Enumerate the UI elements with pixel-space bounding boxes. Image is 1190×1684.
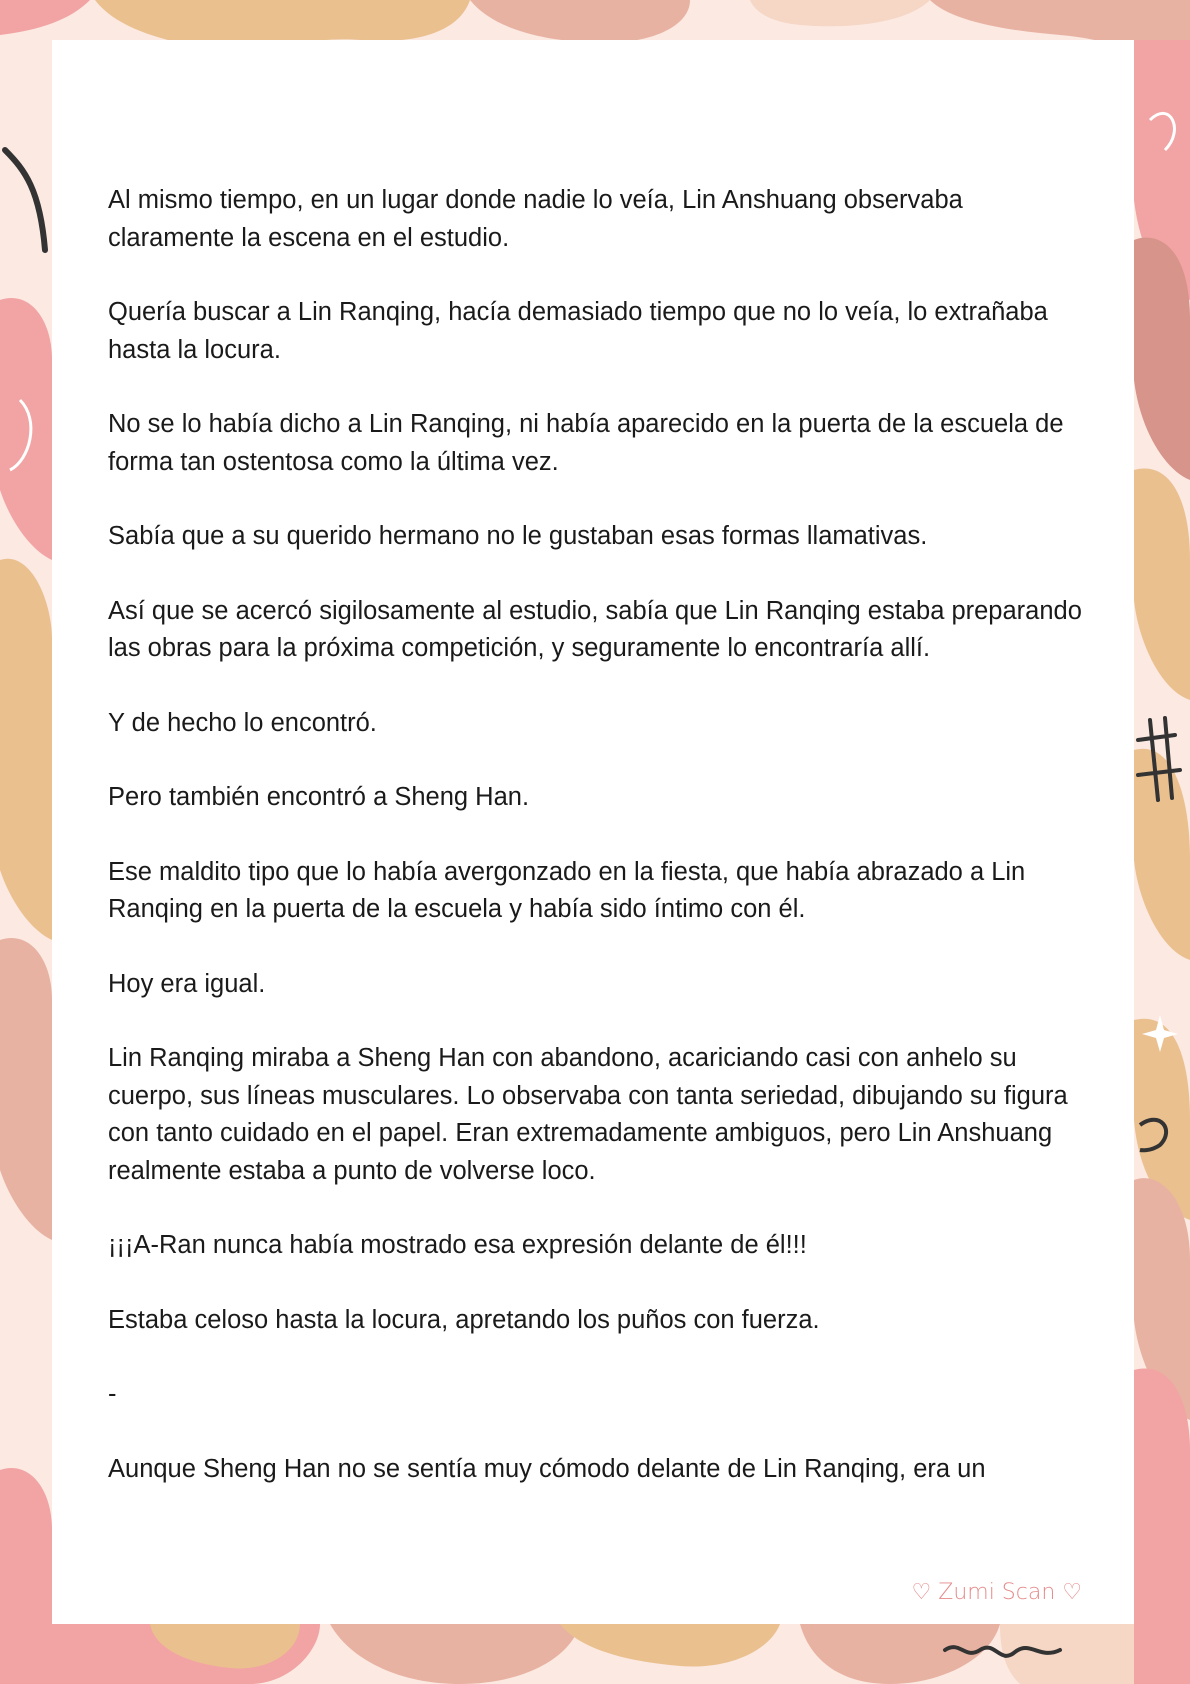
paragraph: Y de hecho lo encontró. — [108, 708, 377, 737]
paragraph: ¡¡¡A-Ran nunca había mostrado esa expresión delante de él!!! — [108, 1231, 807, 1259]
paragraph: Hoy era igual. — [108, 969, 266, 998]
paragraph: Sabía que a su querido hermano no le gustaban esas formas llamativas. — [108, 522, 928, 550]
paragraph: Quería buscar a Lin Ranqing, hacía demasiado tiempo que no lo veía, lo extrañaba hasta la locura. — [108, 298, 1048, 364]
paragraph: Así que se acercó sigilosamente al estudio, sabía que Lin Ranqing estaba preparando las obras para la próxima competición, y seguramente lo encontraría allí. — [108, 596, 1082, 662]
paragraph: Lin Ranqing miraba a Sheng Han con abandono, acariciando casi con anhelo su cuerpo, sus líneas musculares. Lo observaba con tanta seriedad, dibujando su figura con tanto cuidado en el papel. Eran extremadamente ambiguos, pero Lin Anshuang realmente estaba a punto de volverse loco. — [108, 1044, 1068, 1185]
paragraph: - — [108, 1380, 117, 1408]
paragraph: Pero también encontró a Sheng Han. — [108, 783, 530, 811]
footer-credit: ♡ Zumi Scan ♡ — [911, 1580, 1082, 1605]
document-body — [108, 182, 1088, 1525]
paragraph: No se lo había dicho a Lin Ranqing, ni había aparecido en la puerta de la escuela de forma tan ostentosa como la última vez. — [108, 410, 1064, 476]
paragraph: Aunque Sheng Han no se sentía muy cómodo delante de Lin Ranqing, era un — [108, 1454, 986, 1483]
paragraph: Al mismo tiempo, en un lugar donde nadie lo veía, Lin Anshuang observaba claramente la escena en el estudio. — [108, 186, 963, 252]
paragraph: Ese maldito tipo que lo había avergonzado en la fiesta, que había abrazado a Lin Ranqing en la puerta de la escuela y había sido íntimo con él. — [108, 857, 1026, 923]
paragraph: Estaba celoso hasta la locura, apretando los puños con fuerza. — [108, 1305, 820, 1334]
